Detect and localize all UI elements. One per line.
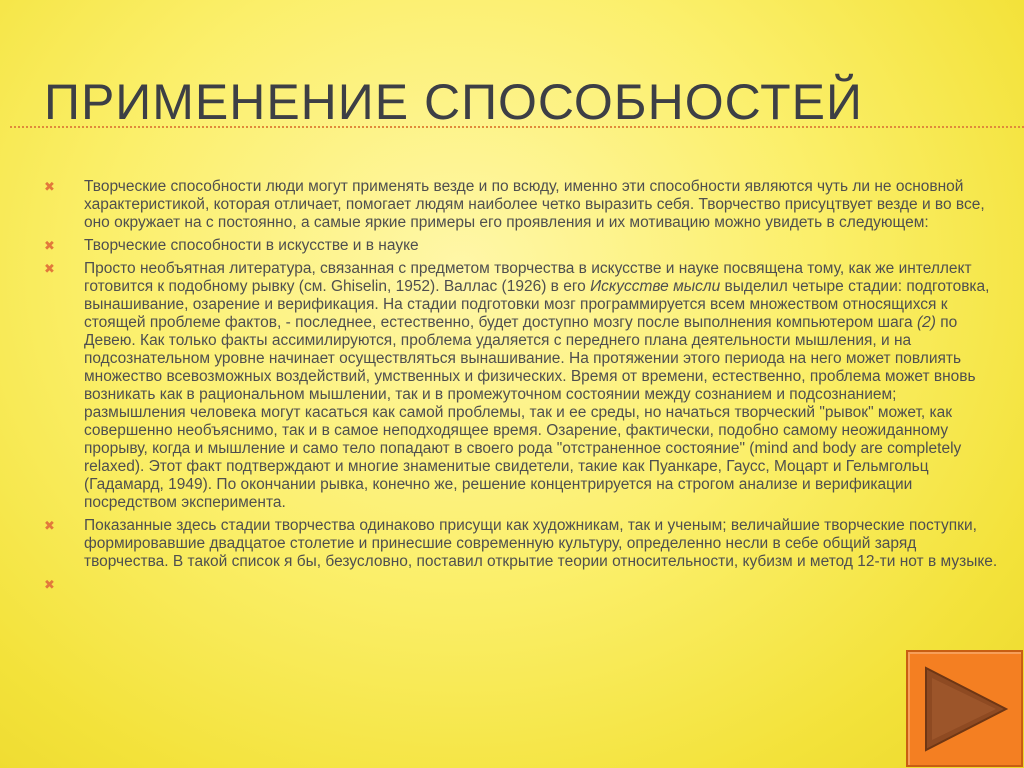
x-bullet-icon: ✖ xyxy=(44,179,55,194)
x-bullet-icon: ✖ xyxy=(44,261,55,276)
bullet-text xyxy=(84,517,997,570)
bullet-item xyxy=(44,260,999,512)
italic-text: (2) xyxy=(916,314,936,331)
play-arrow-icon xyxy=(920,664,1010,754)
text-segment: Творческие способности люди могут применять везде и по всюду, именно эти способности являются чуть ли не основной характеристикой, которая отличает, помогает людям наиболее четко выразить себя. Творчество присуцтвует везде и во все, оно окружает на с постоянно, а самые яркие примеры его проявления и их мотивацию можно увидеть в следующем: xyxy=(84,178,985,231)
bullet-item xyxy=(44,237,999,255)
bullet-item xyxy=(44,517,999,571)
text-segment: выделил четыре стадии: подготовка, вынашивание, озарение и верификация. На стадии подготовки мозг программируется всем множеством относящихся к стоящей проблеме фактов, - последнее, естественно, будет доступно мозгу после выполнения компьютером шага xyxy=(84,278,990,331)
text-segment: Просто необъятная литература, связанная с предметом творчества в искусстве и науке посвящена тому, как же интеллект готовится к подобному рывку (см. Ghiselin, 1952). Валлас (1926) в его xyxy=(84,260,972,295)
bullet-text xyxy=(84,178,985,231)
bullet-item xyxy=(44,178,999,232)
italic-text: Искусстве мысли xyxy=(590,278,721,295)
x-bullet-icon: ✖ xyxy=(44,518,55,533)
title-divider xyxy=(10,126,1024,128)
text-segment: по Девею. Как только факты ассимилируются, проблема удаляется с переднего плана деятельности мышления, и на подсознательном уровне начинает осуществляться вынашивание. На протяжении этого периода на него может повлиять множество всевозможных воздействий, умственных и физических. Время от времени, естественно, проблема может вновь возникать как в рациональном мышлении, так и в промежуточном состоянии между сознанием и подсознанием; размышления человека могут касаться как самой проблемы, так и ее среды, но начаться творческий "рывок" может, как совершенно необъяснимо, так и в самое неподходящее время. Озарение, фактически, подобно самому неожиданному прорыву, когда и мышление и само тело попадают в своего рода "отстраненное состояние" (mind and body are completely relaxed). Этот факт подтверждают и многие знаменитые свидетели, такие как Пуанкаре, Гаусс, Моцарт и Гельмгольц (Гадамард, 1949). По окончании рывка, конечно же, решение концентрируется на строгом анализе и верификации посредством эксперимента. xyxy=(84,314,976,511)
slide-title: ПРИМЕНЕНИЕ СПОСОБНОСТЕЙ xyxy=(44,74,863,130)
x-bullet-icon: ✖ xyxy=(44,238,55,253)
x-bullet-icon: ✖ xyxy=(44,577,55,592)
bullet-text xyxy=(84,237,419,254)
next-slide-button[interactable] xyxy=(906,650,1023,767)
bullet-text xyxy=(84,260,989,511)
text-segment: Показанные здесь стадии творчества одинаково присущи как художникам, так и ученым; величайшие творческие поступки, формировавшие двадцатое столетие и принесшие современную культуру, определенно несли в себе общий заряд творчества. В такой список я бы, безусловно, поставил открытие теории относительности, кубизм и метод 12-ти нот в музыке. xyxy=(84,517,998,570)
text-segment: Творческие способности в искусстве и в науке xyxy=(84,237,419,254)
bullet-list xyxy=(44,178,999,592)
